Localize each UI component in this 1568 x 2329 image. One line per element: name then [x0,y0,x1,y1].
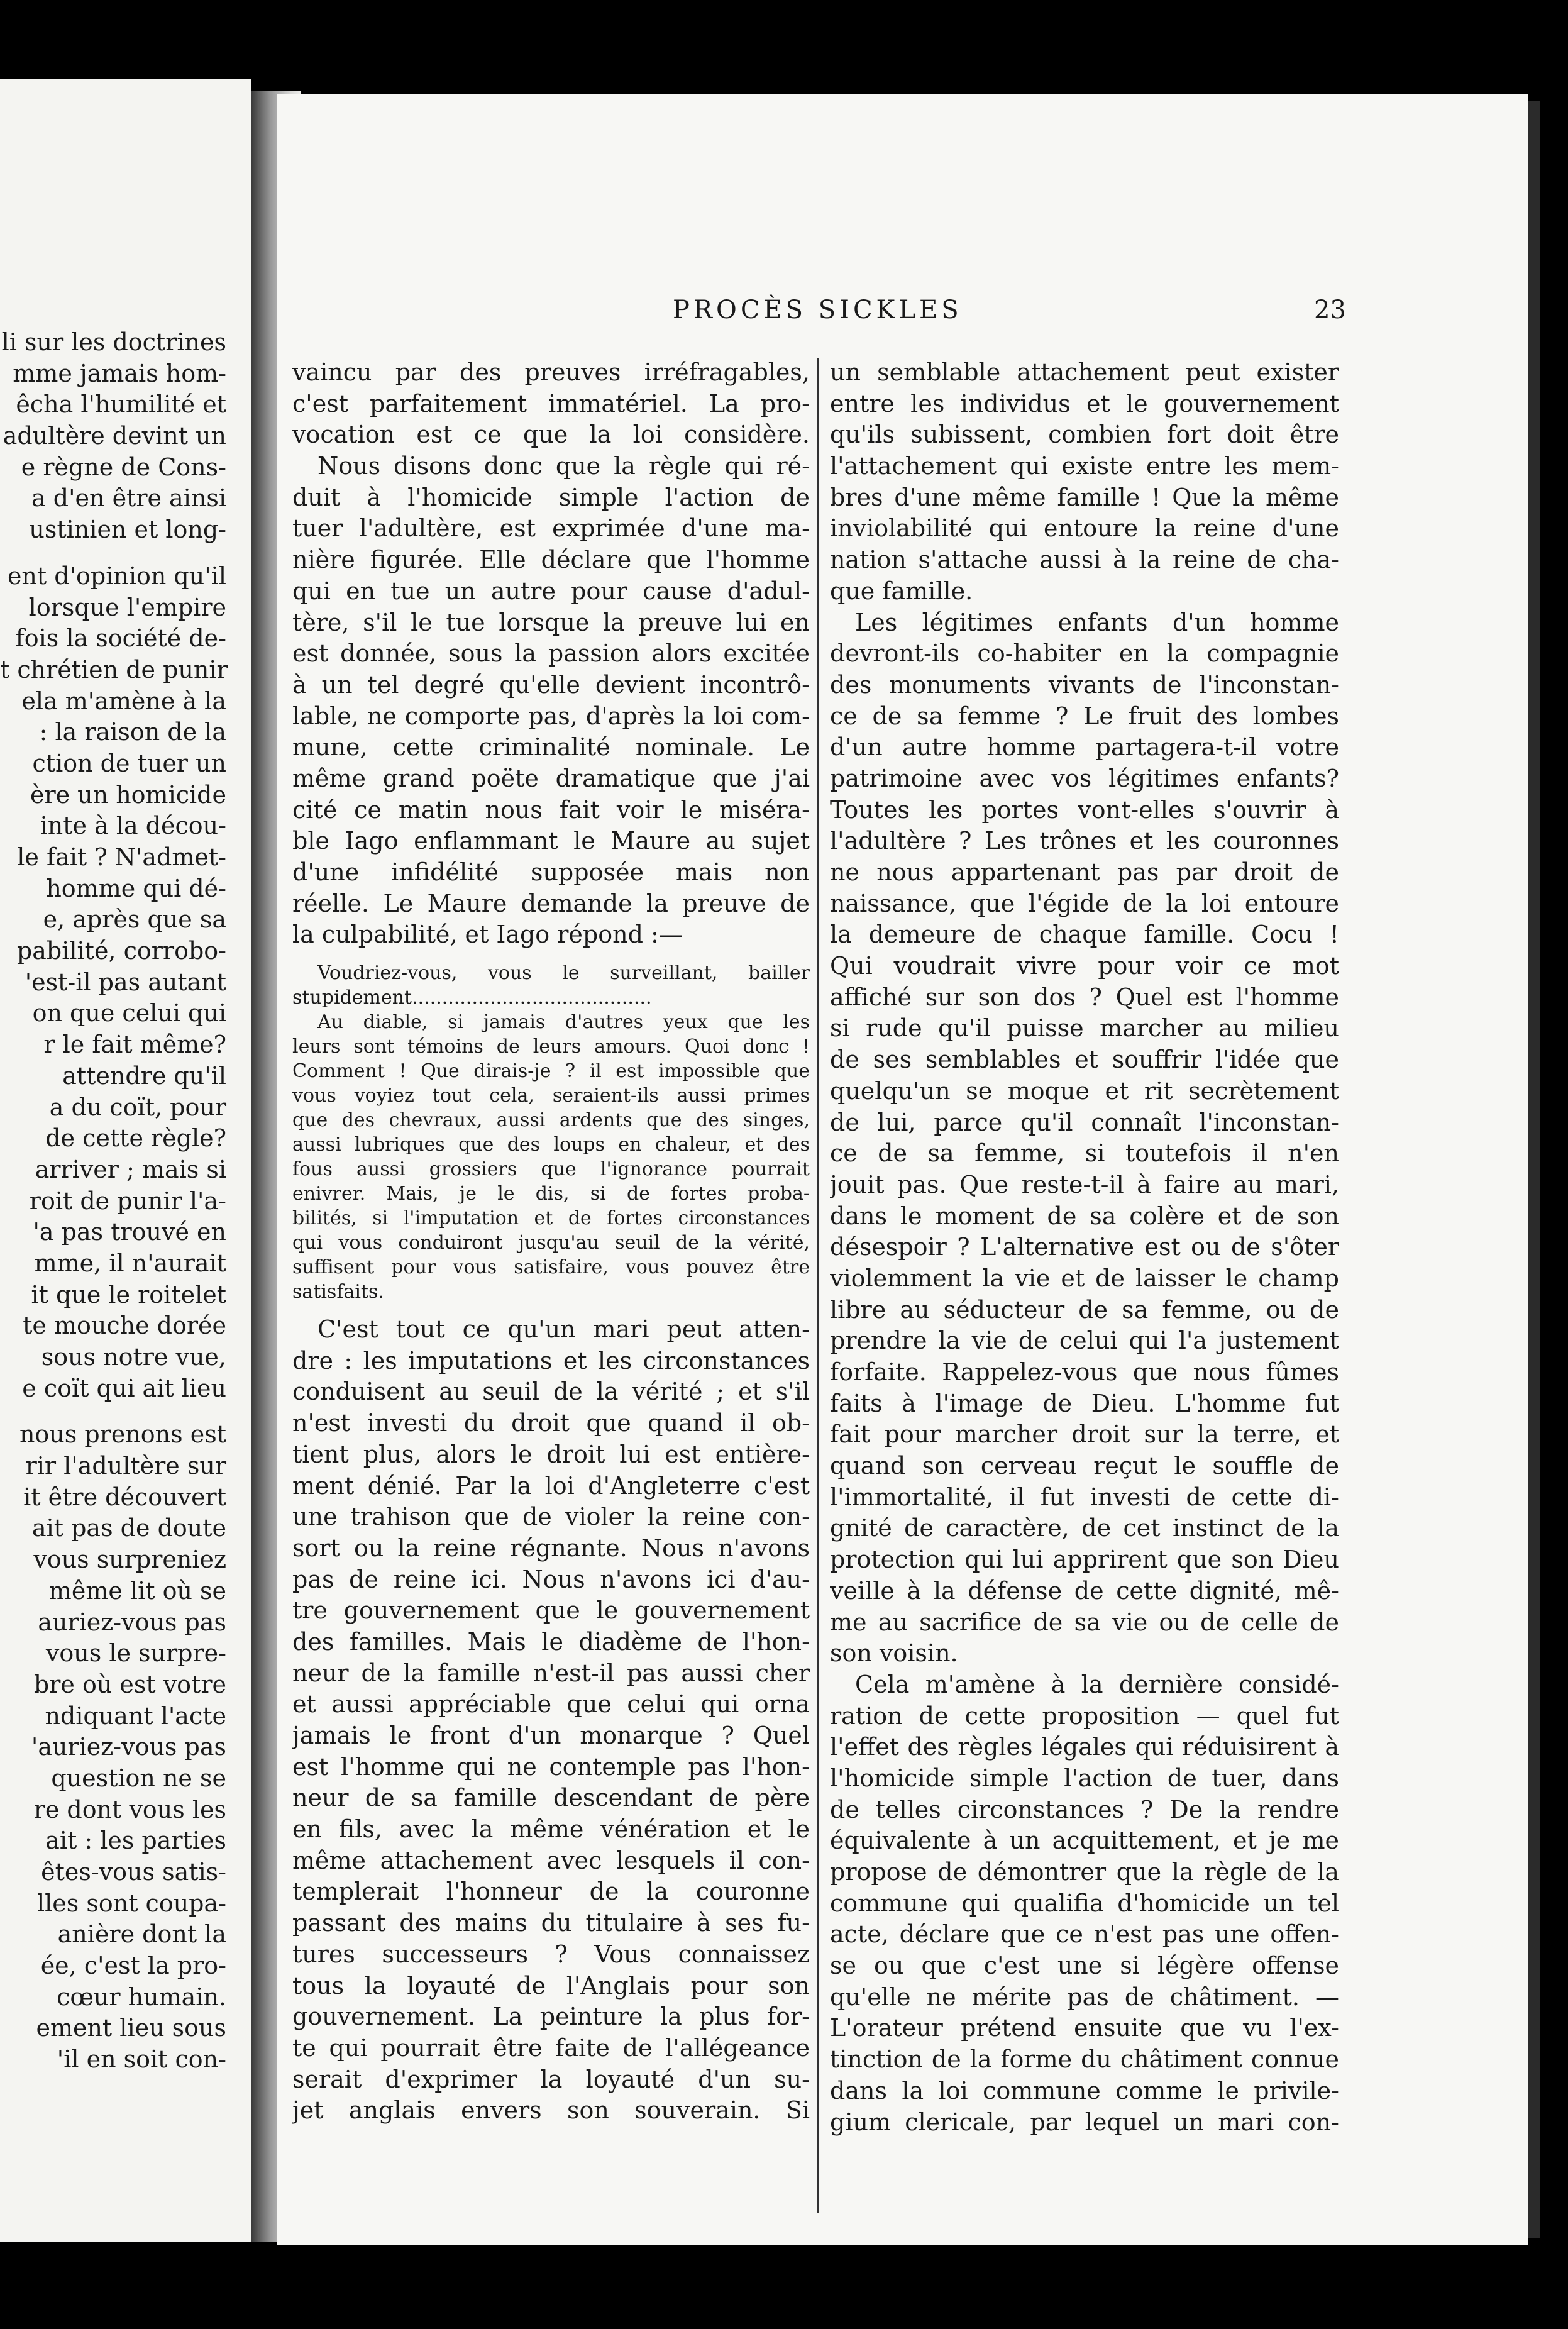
facing-page-line: ent d'opinion qu'il [7,562,226,590]
book-page [277,94,1528,2245]
facing-page-line: : la raison de la [39,718,226,746]
facing-page-line: inte à la décou- [40,812,226,840]
facing-page-line: ère un homicide [30,780,226,809]
facing-page-line: nous prenons est [19,1420,226,1449]
facing-page-line: mme jamais hom- [13,359,226,387]
facing-page-line: 'est-il pas autant [25,968,226,996]
facing-page-line: r le fait même? [43,1031,226,1059]
paragraph-group [830,357,1339,607]
quote-line: Au diable, si jamais d'autres yeux que les [317,1011,810,1034]
quote-line: aussi lubriques que des loups en chaleur, et des [292,1134,810,1156]
text-line: se ou que c'est une si légère offense [830,1952,1339,1980]
text-line: patrimoine avec vos légitimes enfants? [830,764,1339,792]
text-line: tous la loyauté de l'Anglais pour son [292,1971,810,2000]
text-line: forfaite. Rappelez-vous que nous fûmes [830,1358,1339,1386]
text-line: ment dénié. Par la loi d'Angleterre c'est [292,1471,810,1500]
facing-page-line: anière dont la [57,1920,226,1949]
text-line: gouvernement. La peinture la plus for- [292,2003,810,2031]
text-line: est donnée, sous la passion alors excitée [292,639,810,668]
facing-page-line: roit de punir l'a- [29,1187,226,1215]
text-line: l'attachement qui existe entre les mem- [830,452,1339,480]
text-line: ration de cette proposition — quel fut [830,1701,1339,1730]
facing-page-line: même lit où se [48,1576,226,1605]
text-line: désespoir ? L'alternative est ou de s'ôter [830,1233,1339,1261]
text-line: L'orateur prétend ensuite que vu l'ex- [830,2014,1339,2042]
text-line: et aussi appréciable que celui qui orna [292,1690,810,1718]
quote-line: Comment ! Que dirais-je ? il est impossible que [292,1060,810,1083]
text-line: de telles circonstances ? De la rendre [830,1795,1339,1823]
facing-page-line: li sur les doctrines [1,328,226,356]
text-line: Nous disons donc que la règle qui ré- [317,452,810,480]
text-line: un semblable attachement peut exister [830,358,1339,386]
text-line: commune qui qualifia d'homicide un tel [830,1889,1339,1917]
text-line: qu'ils subissent, combien fort doit être [830,421,1339,449]
text-line: que famille. [830,577,973,605]
text-line: quand son cerveau reçut le souffle de [830,1452,1339,1480]
facing-page-line: te mouche dorée [23,1312,226,1340]
facing-page-line: ée, c'est la pro- [40,1952,226,1980]
facing-page-line: arriver ; mais si [35,1155,226,1183]
text-line: son voisin. [830,1639,958,1668]
facing-page-line: re dont vous les [33,1795,226,1823]
facing-page-line: ait : les parties [45,1827,226,1855]
facing-page-line: homme qui dé- [46,874,226,902]
iago-quote [292,961,810,1304]
quote-line: vous voyiez tout cela, seraient-ils aussi primes [292,1085,810,1107]
quote-line: bilités, si l'imputation et de fortes circonstances [292,1207,810,1230]
text-line: violemment la vie et de laisser le champ [830,1264,1339,1292]
facing-page-line: ement lieu sous [36,2014,226,2042]
text-line: même attachement avec lesquels il con- [292,1846,810,1874]
text-line: des monuments vivants de l'inconstan- [830,670,1339,699]
text-line: serait d'exprimer la loyauté d'un su- [292,2065,810,2093]
facing-page-line: vous surpreniez [33,1546,226,1574]
paragraph-group [292,357,810,951]
facing-page-line: e, après que sa [43,905,226,934]
text-line: jouit pas. Que reste-t-il à faire au mari, [830,1170,1339,1198]
text-line: pas de reine ici. Nous n'avons ici d'au- [292,1565,810,1593]
facing-page-line: lles sont coupa- [36,1889,226,1917]
text-line: gnité de caractère, de cet instinct de la [830,1514,1339,1542]
paragraph-group [830,1669,1339,2138]
text-line: ce de sa femme, si toutefois il n'en [830,1139,1339,1168]
text-line: passant des mains du titulaire à ses fu- [292,1909,810,1937]
text-line: d'un autre homme partagera-t-il votre [830,733,1339,761]
facing-page-line: vous le surpre- [45,1639,226,1668]
facing-page-line: e coït qui ait lieu [22,1374,226,1402]
facing-page-line: 'a pas trouvé en [33,1218,226,1246]
text-line: tuer l'adultère, est exprimée d'une ma- [292,514,810,543]
text-line: à un tel degré qu'elle devient incontrô- [292,670,810,699]
facing-page-line: it que le roitelet [31,1280,226,1308]
facing-page-line: pabilité, corrobo- [16,937,226,965]
text-line: neur de la famille n'est-il pas aussi cher [292,1659,810,1687]
text-line: nière figurée. Elle déclare que l'homme [292,546,810,574]
text-line: acte, déclare que ce n'est pas une offen- [830,1920,1339,1949]
text-line: sort ou la reine régnante. Nous n'avons [292,1534,810,1562]
facing-page-line: auriez-vous pas [38,1608,226,1636]
text-line: qu'elle ne mérite pas de châtiment. — [830,1983,1339,2011]
facing-page-line: ndiquant l'acte [45,1701,226,1730]
text-line: naissance, que l'égide de la loi entoure [830,889,1339,917]
facing-page-line: a d'en être ainsi [31,484,226,512]
text-line: vocation est ce que la loi considère. [292,421,810,449]
text-line: n'est investi du droit que quand il ob- [292,1409,810,1437]
text-line: protection qui lui apprirent que son Dieu [830,1546,1339,1574]
facing-page-line: ait pas de doute [31,1514,226,1542]
text-line: mune, cette criminalité nominale. Le [292,733,810,761]
text-line: tère, s'il le tue lorsque la preuve lui en [292,608,810,636]
facing-page-line: it être découvert [23,1483,226,1511]
text-line: ce de sa femme ? Le fruit des lombes [830,702,1339,730]
quote-line: suffisent pour vous satisfaire, vous pouvez être [292,1256,810,1279]
text-line: neur de sa famille descendant de père [292,1784,810,1812]
text-line: c'est parfaitement immatériel. La pro- [292,389,810,418]
text-line: duit à l'homicide simple l'action de [292,483,810,511]
text-line: quelqu'un se moque et rit secrètement [830,1076,1339,1105]
text-line: templerait l'honneur de la couronne [292,1878,810,1906]
quote-line: leurs sont témoins de leurs amours. Quoi donc ! [292,1036,810,1058]
text-line: même grand poëte dramatique que j'ai [292,764,810,792]
text-line: conduisent au seuil de la vérité ; et s'il [292,1378,810,1406]
running-header [277,296,1528,327]
text-line: l'immortalité, il fut investi de cette di- [830,1483,1339,1511]
facing-page-line: adultère devint un [3,422,226,450]
text-line: Toutes les portes vont-elles s'ouvrir à [830,795,1339,824]
facing-page-line: bre où est votre [33,1670,226,1698]
text-line: est l'homme qui ne contemple pas l'hon- [292,1752,810,1781]
text-line: te qui pourrait être faite de l'allégeance [292,2033,810,2062]
text-line: devront-ils co-habiter en la compagnie [830,639,1339,668]
facing-page-line: mme, il n'aurait [34,1249,226,1277]
facing-page-line: on que celui qui [32,999,226,1027]
text-line: fait pour marcher droit sur la terre, et [830,1420,1339,1449]
text-line: l'homicide simple l'action de tuer, dans [830,1764,1339,1792]
quote-line: stupidement........................................ [292,987,652,1009]
text-line: ne nous appartenant pas par droit de [830,858,1339,886]
text-line: la culpabilité, et Iago répond :— [292,921,683,949]
text-line: dans le moment de sa colère et de son [830,1202,1339,1230]
text-line: qui en tue un autre pour cause d'adul- [292,577,810,605]
text-line: bres d'une même famille ! Que la même [830,483,1339,511]
text-line: tient plus, alors le droit lui est entière- [292,1440,810,1468]
text-line: nation s'attache aussi à la reine de cha- [830,546,1339,574]
facing-page-line: êcha l'humilité et [16,390,226,419]
paragraph-group [292,1314,810,2127]
text-line: Qui voudrait vivre pour voir ce mot [830,952,1339,980]
facing-page-line: question ne se [51,1764,226,1792]
facing-page-text [0,327,226,2076]
text-line: de ses semblables et souffrir l'idée que [830,1046,1339,1074]
quote-line: enivrer. Mais, je le dis, si de fortes proba- [292,1183,810,1205]
facing-page-line: ction de tuer un [32,749,226,777]
facing-page-line: lorsque l'empire [28,593,226,621]
text-line: faits à l'image de Dieu. L'homme fut [830,1389,1339,1417]
facing-page-line: 'auriez-vous pas [31,1733,226,1761]
facing-page-line: ustinien et long- [29,516,226,544]
facing-page-line: cœur humain. [57,1983,226,2011]
text-line: tinction de la forme du châtiment connue [830,2045,1339,2074]
quote-line: Voudriez-vous, vous le surveillant, bailler [317,962,810,985]
running-title: PROCÈS SICKLES [673,296,963,324]
text-line: veille à la défense de cette dignité, mê- [830,1576,1339,1605]
text-line: cité ce matin nous fait voir le miséra- [292,795,810,824]
text-column-left [292,357,810,2127]
facing-page-line: fois la société de- [15,624,226,653]
text-line: ble Iago enflammant le Maure au sujet [292,827,810,855]
text-line: Cela m'amène à la dernière considé- [855,1670,1339,1698]
facing-page-line: sous notre vue, [41,1343,226,1371]
facing-page-fragment [0,79,251,2242]
text-line: vaincu par des preuves irréfragables, [292,358,810,386]
text-line: d'une infidélité supposée mais non [292,858,810,886]
facing-page-line: le fait ? N'admet- [17,843,226,871]
text-line: libre au séducteur de sa femme, ou de [830,1295,1339,1324]
text-line: gium clericale, par lequel un mari con- [830,2108,1339,2136]
text-line: propose de démontrer que la règle de la [830,1858,1339,1886]
page-edge [1528,101,1540,2238]
quote-line: satisfaits. [292,1281,384,1303]
text-line: affiché sur son dos ? Quel est l'homme [830,983,1339,1011]
text-line: prendre la vie de celui qui l'a justement [830,1327,1339,1355]
text-line: des familles. Mais le diadème de l'hon- [292,1627,810,1656]
text-line: C'est tout ce qu'un mari peut atten- [317,1315,810,1344]
quote-line: fous aussi grossiers que l'ignorance pourrait [292,1158,810,1181]
text-column-right [830,357,1339,2138]
facing-page-line: rir l'adultère sur [25,1452,226,1480]
text-line: tre gouvernement que le gouvernement [292,1596,810,1625]
text-line: de lui, parce qu'il connaît l'inconstan- [830,1108,1339,1136]
facing-page-line: ela m'amène à la [21,687,226,715]
text-line: si rude qu'il puisse marcher au milieu [830,1014,1339,1043]
facing-page-line: êtes-vous satis- [41,1858,226,1886]
paragraph-group [830,607,1339,1669]
facing-page-line: a du coït, pour [49,1093,226,1121]
page-number: 23 [1314,296,1346,324]
text-line: l'effet des règles légales qui réduisirent à [830,1733,1339,1761]
text-line: entre les individus et le gouvernement [830,389,1339,418]
text-line: une trahison que de violer la reine con- [292,1503,810,1531]
quote-line: qui vous conduiront jusqu'au seuil de la vérité, [292,1232,810,1254]
text-line: Les légitimes enfants d'un homme [855,608,1339,636]
facing-page-line: attendre qu'il [62,1061,226,1090]
text-line: en fils, avec la même vénération et le [292,1815,810,1844]
text-line: inviolabilité qui entoure la reine d'une [830,514,1339,543]
text-line: tures successeurs ? Vous connaissez [292,1940,810,1968]
text-line: réelle. Le Maure demande la preuve de [292,889,810,917]
text-line: la demeure de chaque famille. Cocu ! [830,921,1339,949]
text-line: dans la loi commune comme le privile- [830,2076,1339,2105]
facing-page-line: t chrétien de punir [0,655,228,683]
facing-page-line: e règne de Cons- [21,453,226,481]
text-line: l'adultère ? Les trônes et les couronnes [830,827,1339,855]
text-line: équivalente à un acquittement, et je me [830,1827,1339,1855]
text-line: jet anglais envers son souverain. Si [292,2096,810,2125]
text-line: me au sacrifice de sa vie ou de celle de [830,1608,1339,1636]
quote-line: que des chevraux, aussi ardents que des singes, [292,1109,810,1132]
facing-page-line: de cette règle? [45,1124,226,1153]
text-line: dre : les imputations et les circonstances [292,1346,810,1375]
column-divider [817,358,819,2213]
facing-page-line: 'il en soit con- [57,2045,226,2074]
text-line: lable, ne comporte pas, d'après la loi com- [292,702,810,730]
text-line: jamais le front d'un monarque ? Quel [292,1722,810,1749]
